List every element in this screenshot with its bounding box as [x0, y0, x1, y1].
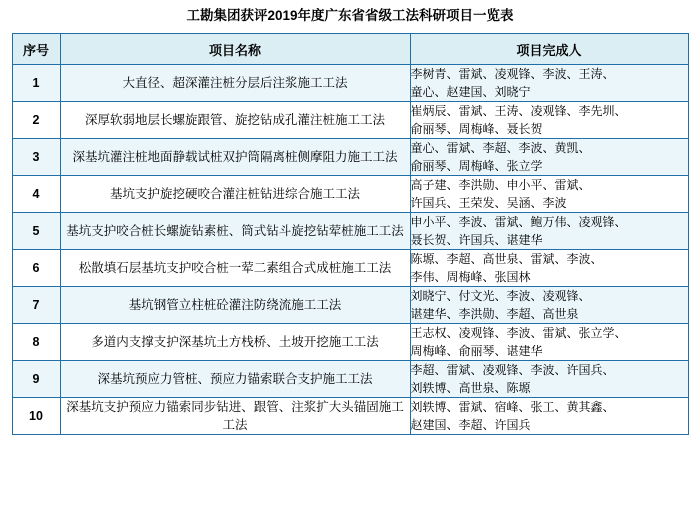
- projects-table: [12, 33, 689, 435]
- row-project-name: 深基坑支护预应力锚索同步钻进、跟管、注浆扩大头锚固施工工法: [60, 398, 410, 435]
- row-participants: [410, 398, 688, 435]
- table-body: [12, 65, 688, 435]
- participants-line: 刘轶博、高世泉、陈塬: [410, 381, 531, 396]
- participants-line: 俞丽琴、周梅峰、聂长贺: [410, 122, 543, 137]
- participants-line: 许国兵、王荣发、吴涵、李波: [410, 196, 567, 211]
- participants-line: 崔炳辰、雷斌、王涛、凌观锋、李先圳、: [410, 104, 627, 119]
- participants-line: 童心、雷斌、李超、李波、黄凯、: [410, 141, 591, 156]
- table-row: [12, 102, 688, 139]
- row-index: 5: [12, 213, 60, 250]
- row-index: 9: [12, 361, 60, 398]
- row-index: 4: [12, 176, 60, 213]
- row-project-name: 多道内支撑支护深基坑土方栈桥、土坡开挖施工工法: [60, 324, 410, 361]
- row-index: 2: [12, 102, 60, 139]
- participants-line: 王志权、凌观锋、李波、雷斌、张立学、: [410, 326, 627, 341]
- table-row: [12, 324, 688, 361]
- participants-line: 刘晓宁、付文光、李波、凌观锋、: [410, 289, 591, 304]
- column-header-project-name: 项目名称: [60, 34, 410, 65]
- table-row: [12, 287, 688, 324]
- participants-line: 李伟、周梅峰、张国林: [410, 270, 531, 285]
- row-participants: [410, 361, 688, 398]
- row-project-name: 基坑钢管立柱桩砼灌注防绕流施工工法: [60, 287, 410, 324]
- row-index: 6: [12, 250, 60, 287]
- participants-line: 李超、雷斌、凌观锋、李波、许国兵、: [410, 363, 615, 378]
- table-row: [12, 250, 688, 287]
- participants-line: 陈塬、李超、高世泉、雷斌、李波、: [410, 252, 603, 267]
- row-participants: [410, 287, 688, 324]
- row-participants: [410, 250, 688, 287]
- table-row: [12, 213, 688, 250]
- participants-line: 赵建国、李超、许国兵: [410, 418, 531, 433]
- table-row: [12, 176, 688, 213]
- table-header: [12, 34, 688, 65]
- row-participants: [410, 102, 688, 139]
- row-project-name: 大直径、超深灌注桩分层后注浆施工工法: [60, 65, 410, 102]
- table-row: [12, 139, 688, 176]
- row-index: 3: [12, 139, 60, 176]
- row-participants: [410, 324, 688, 361]
- column-header-index: 序号: [12, 34, 60, 65]
- row-participants: [410, 213, 688, 250]
- row-project-name: 深基坑灌注桩地面静载试桩双护筒隔离桩侧摩阻力施工工法: [60, 139, 410, 176]
- row-index: 8: [12, 324, 60, 361]
- participants-line: 童心、赵建国、刘晓宁: [410, 85, 531, 100]
- participants-line: 申小平、李波、雷斌、鲍万伟、凌观锋、: [410, 215, 627, 230]
- table-header-row: [12, 34, 688, 65]
- participants-line: 周梅峰、俞丽琴、谌建华: [410, 344, 543, 359]
- row-participants: [410, 65, 688, 102]
- table-row: [12, 65, 688, 102]
- row-project-name: 深厚软弱地层长螺旋跟管、旋挖钻成孔灌注桩施工工法: [60, 102, 410, 139]
- row-project-name: 基坑支护旋挖硬咬合灌注桩钻进综合施工工法: [60, 176, 410, 213]
- row-index: 1: [12, 65, 60, 102]
- row-project-name: 基坑支护咬合桩长螺旋钻素桩、筒式钻斗旋挖钻荤桩施工工法: [60, 213, 410, 250]
- row-participants: [410, 176, 688, 213]
- page-title: 工勘集团获评2019年度广东省省级工法科研项目一览表: [186, 8, 514, 23]
- participants-line: 刘轶博、雷斌、宿峰、张工、黄其鑫、: [410, 400, 615, 415]
- participants-line: 李树青、雷斌、凌观锋、李波、王涛、: [410, 67, 615, 82]
- participants-line: 聂长贺、许国兵、谌建华: [410, 233, 543, 248]
- table-row: [12, 361, 688, 398]
- row-index: 10: [12, 398, 60, 435]
- row-project-name: 松散填石层基坑支护咬合桩一荤二素组合式成桩施工工法: [60, 250, 410, 287]
- participants-line: 俞丽琴、周梅峰、张立学: [410, 159, 543, 174]
- participants-line: 谌建华、李洪勋、李超、高世泉: [410, 307, 579, 322]
- row-project-name: 深基坑预应力管桩、预应力锚索联合支护施工工法: [60, 361, 410, 398]
- column-header-participants: 项目完成人: [410, 34, 688, 65]
- table-row: [12, 398, 688, 435]
- participants-line: 高子建、李洪勋、申小平、雷斌、: [410, 178, 591, 193]
- row-index: 7: [12, 287, 60, 324]
- row-participants: [410, 139, 688, 176]
